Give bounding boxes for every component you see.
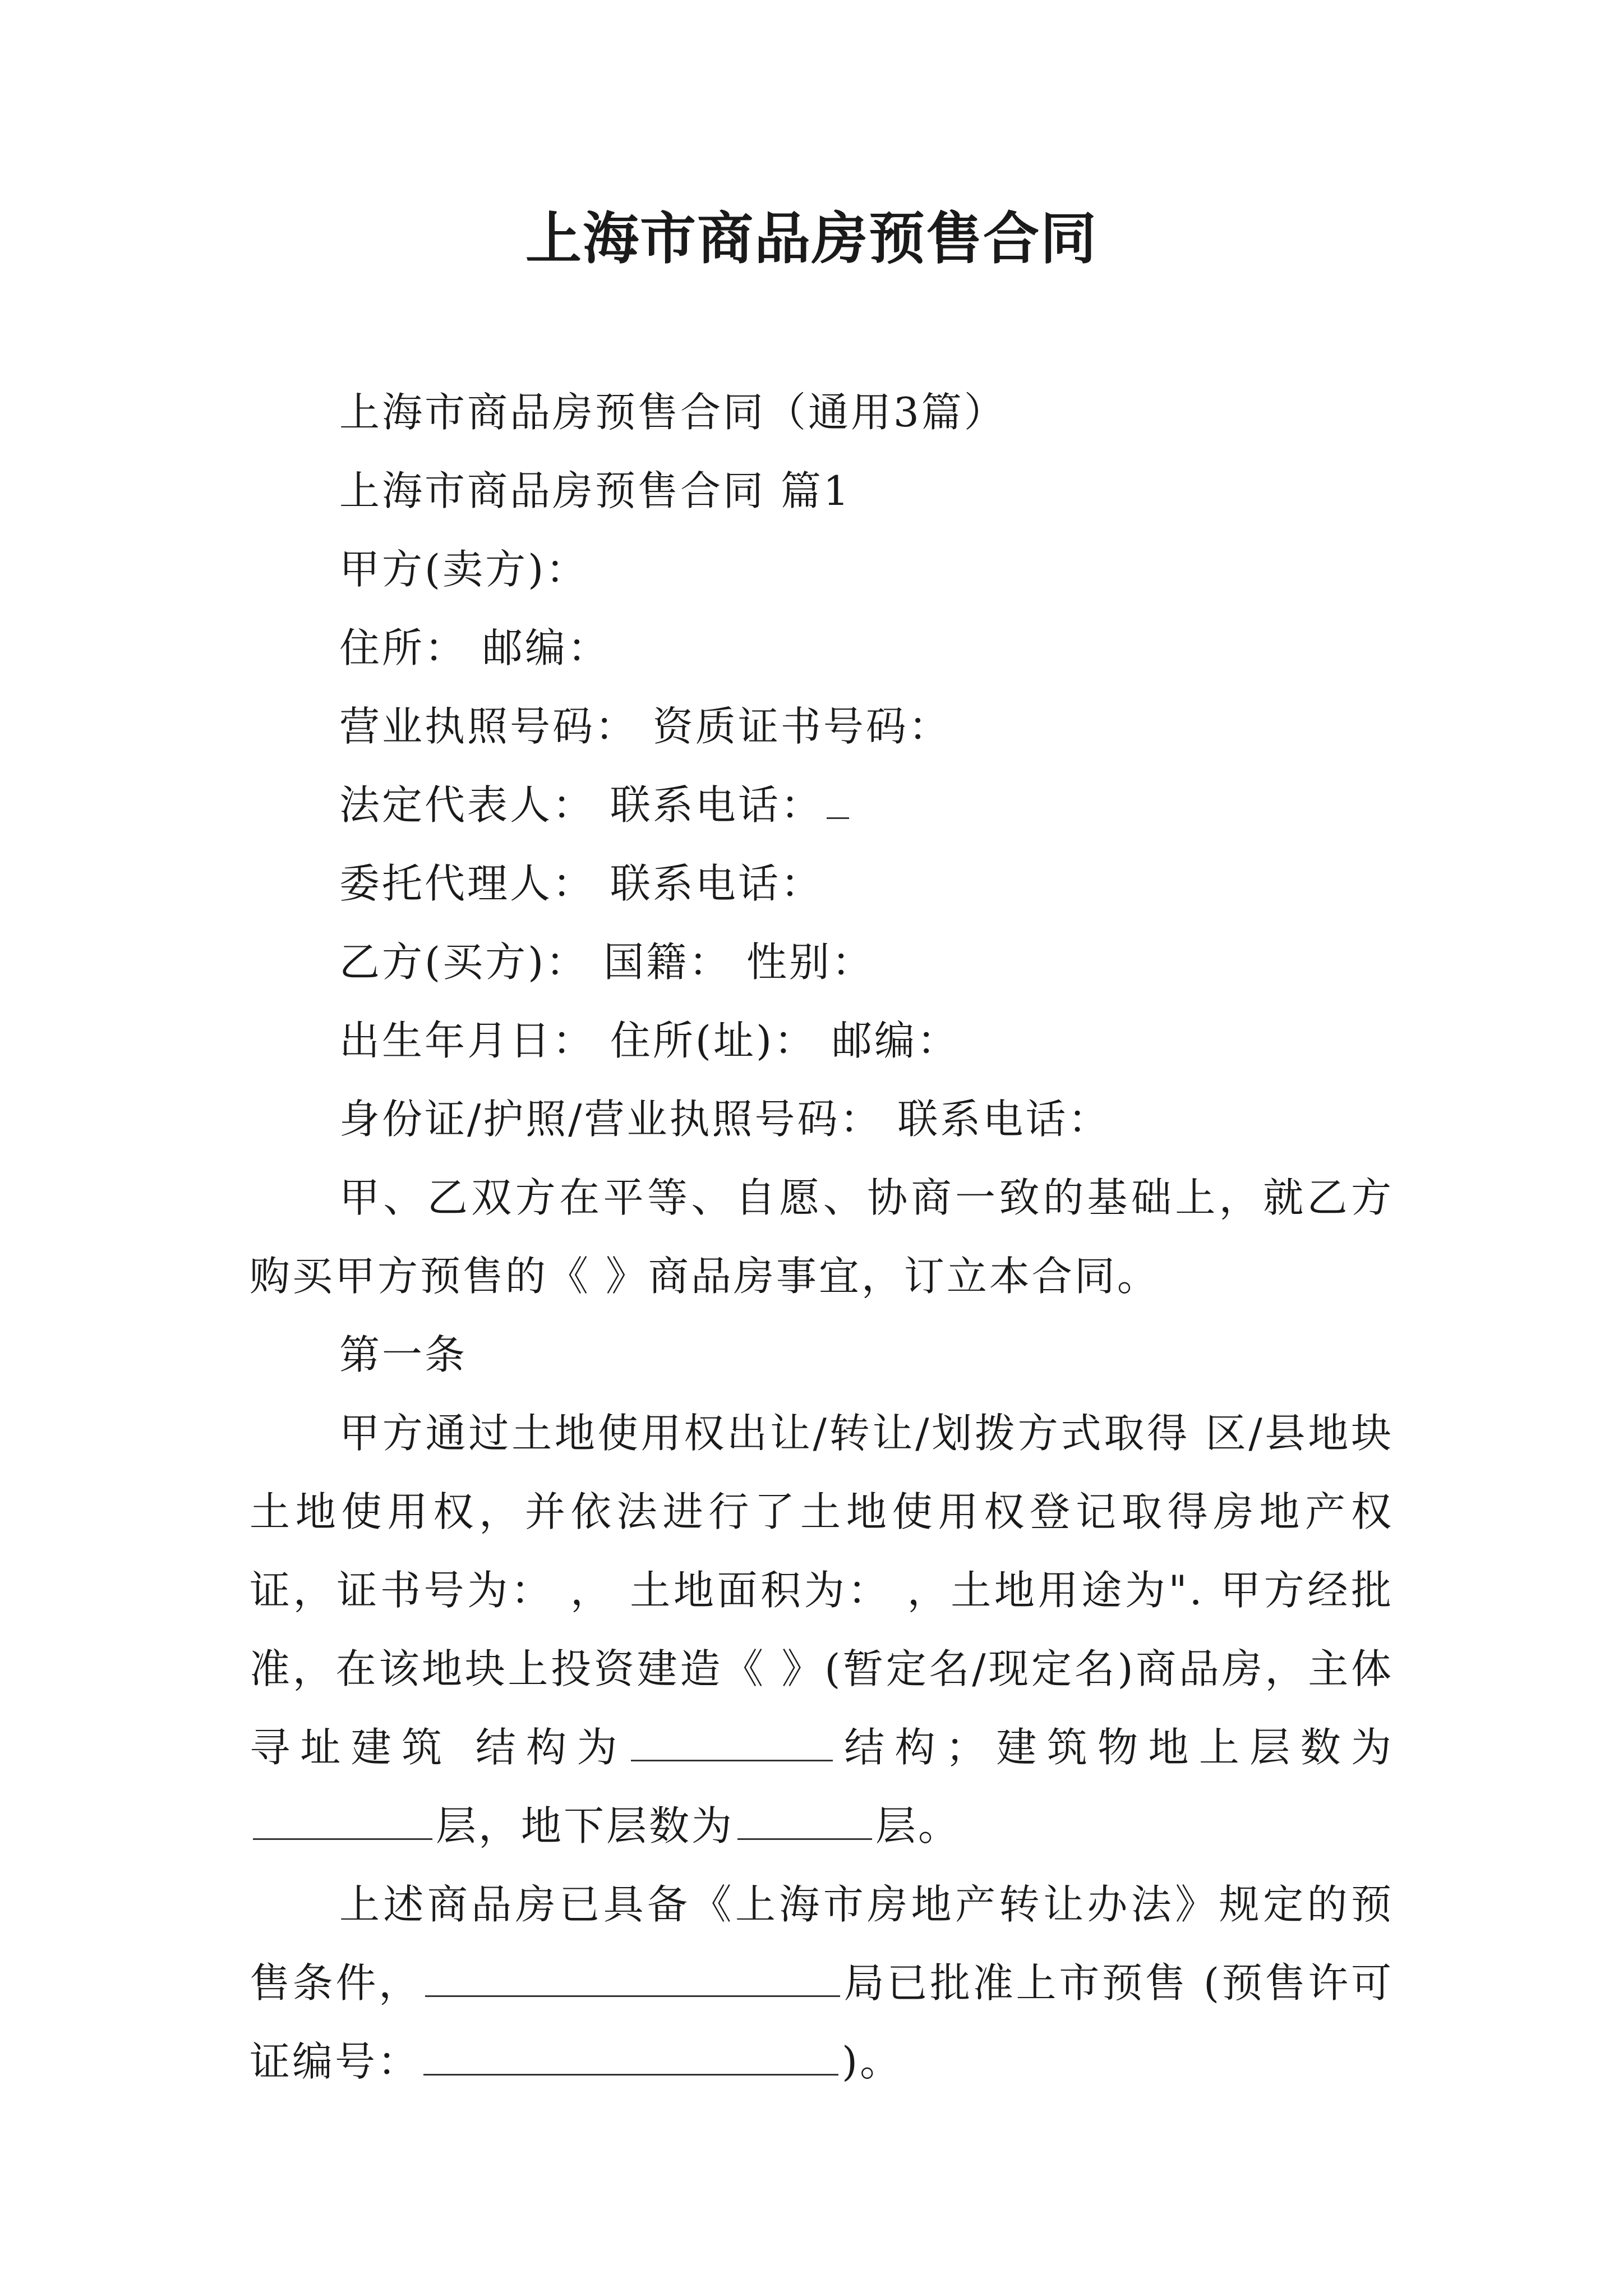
- party-b-line: 乙方(买方)： 国籍： 性别：: [339, 938, 874, 986]
- subtitle-line: 上海市商品房预售合同（通用3篇）: [339, 389, 1007, 436]
- article-1-p2-text-c: )。: [842, 2038, 903, 2085]
- article-1-p2-text-b: 局已批准上市预售 (预售许可证编号：: [250, 1959, 1394, 2085]
- article-1-p2-text-a: 上述商品房已具备《上海市房地产转让办法》规定的预售条件，: [250, 1881, 1394, 2007]
- floors-above-blank: [253, 1806, 432, 1840]
- article-1-paragraph-1: [250, 1394, 1394, 1865]
- permit-number-blank: [423, 2041, 838, 2076]
- bureau-blank: [425, 1963, 840, 1997]
- structure-blank: [631, 1727, 833, 1761]
- article-1-heading: 第一条: [339, 1331, 468, 1378]
- phone-blank: [827, 785, 849, 819]
- article-1-p1-text-d: 层。: [875, 1802, 961, 1849]
- document-body: [250, 373, 1394, 2101]
- floors-below-blank: [737, 1806, 872, 1840]
- address-zip-line: 住所： 邮编：: [339, 624, 610, 671]
- article-1-p1-text-a: 甲方通过土地使用权出让/转让/划拨方式取得 区/县地块土地使用权，并依法进行了土地使用权登记取得房地产权证，证书号为： ， 土地面积为： ，土地用途为". 甲方经批准，在该地块上投资建造《 》(暂定名/现定名)商品房，主体寻址建筑 结构为: [250, 1410, 1394, 1771]
- article-1-paragraph-2: [250, 1865, 1394, 2101]
- intro-paragraph: 甲、乙双方在平等、自愿、协商一致的基础上，就乙方购买甲方预售的《 》商品房事宜，订立本合同。: [250, 1174, 1394, 1300]
- birth-line: 出生年月日： 住所(址)： 邮编：: [339, 1017, 960, 1064]
- agent-line: 委托代理人： 联系电话：: [339, 860, 823, 907]
- part-heading: 上海市商品房预售合同 篇1: [339, 467, 851, 514]
- license-line: 营业执照号码： 资质证书号码：: [339, 703, 951, 750]
- id-number-line: 身份证/护照/营业执照号码： 联系电话：: [339, 1096, 1111, 1143]
- legal-rep-text: 法定代表人： 联系电话：: [339, 781, 823, 829]
- article-1-p1-text-c: 层，地下层数为: [436, 1802, 735, 1849]
- legal-rep-line: [250, 766, 1394, 844]
- party-a-line: 甲方(卖方)：: [339, 546, 589, 593]
- article-1-p1-text-b: 结构；建筑物地上层数为: [836, 1724, 1394, 1771]
- document-title: 上海市商品房预售合同: [525, 205, 1098, 272]
